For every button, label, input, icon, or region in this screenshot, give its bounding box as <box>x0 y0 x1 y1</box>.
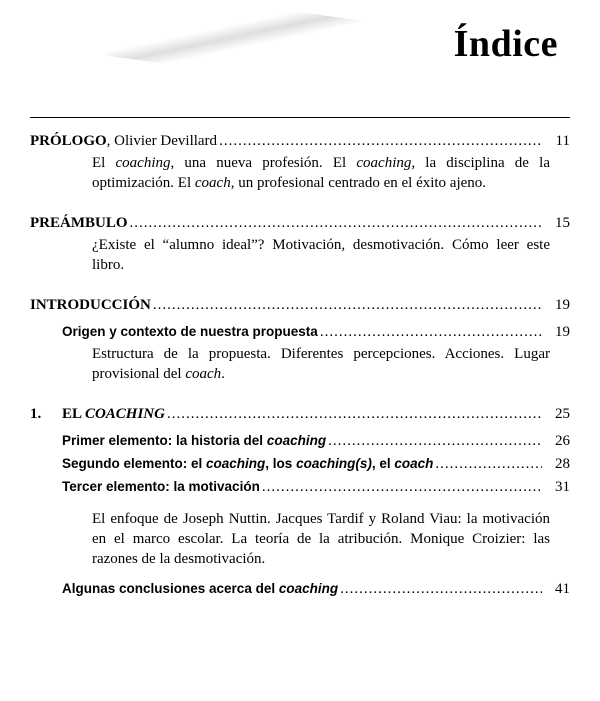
leader-dots <box>167 404 542 424</box>
leader-dots <box>320 322 542 342</box>
toc-description: El enfoque de Joseph Nuttin. Jacques Tardif y Roland Viau: la motivación en el marco escolar. La teoría de la atribución. Monique Croizier: las razones de la desmotivación. <box>92 511 550 567</box>
leader-dots <box>153 295 542 315</box>
page-number: 19 <box>555 297 570 313</box>
page-number: 31 <box>555 479 570 495</box>
leader-dots <box>435 454 542 474</box>
leader-dots <box>219 131 542 151</box>
toc-subentry-conclusiones[interactable] <box>30 579 570 599</box>
toc-description: ¿Existe el “alumno ideal”? Motivación, desmotivación. Cómo leer este libro. <box>92 237 550 273</box>
toc-subentry-primer-elemento[interactable] <box>30 431 570 451</box>
desc-segment: El <box>92 155 116 171</box>
toc-subentry-origen[interactable] <box>30 322 570 342</box>
toc-subentry-tercer-elemento[interactable] <box>30 477 570 497</box>
desc-segment: , una nueva profesión. El <box>170 155 357 171</box>
table-of-contents <box>30 131 570 599</box>
toc-label: PRÓLOGO, Olivier Devillard <box>30 133 218 149</box>
scan-artifact <box>106 0 373 92</box>
page-number: 41 <box>555 581 570 597</box>
leader-dots <box>328 431 542 451</box>
toc-label: INTRODUCCIÓN <box>30 297 151 313</box>
page-number: 28 <box>555 456 570 472</box>
desc-segment: coach <box>194 175 231 191</box>
toc-label: Segundo elemento: el coaching, los coaching(s), el coach <box>62 456 434 471</box>
toc-description <box>92 153 570 193</box>
toc-label: PREÁMBULO <box>30 215 128 231</box>
desc-segment: , un profesional centrado en el éxito ajeno. <box>230 175 487 191</box>
page-number: 26 <box>555 433 570 449</box>
toc-label: 1. EL COACHING <box>30 406 165 422</box>
desc-segment: , la disciplina de la optimización. El <box>92 155 550 191</box>
toc-description: Estructura de la propuesta. Diferentes percepciones. Acciones. Lugar provisional del coach. <box>92 346 550 382</box>
toc-label: Algunas conclusiones acerca del coaching <box>62 581 339 596</box>
desc-segment: coaching <box>115 155 171 171</box>
leader-dots <box>340 579 542 599</box>
page-title: Índice <box>453 23 558 65</box>
toc-entry-introduccion[interactable] <box>30 295 570 315</box>
leader-dots <box>130 213 543 233</box>
toc-entry-chapter-1[interactable] <box>30 404 570 424</box>
page-number: 11 <box>555 133 570 149</box>
page-number: 25 <box>555 406 570 422</box>
desc-segment: coaching <box>356 155 412 171</box>
toc-label: Primer elemento: la historia del coaching <box>62 433 327 448</box>
toc-label: Tercer elemento: la motivación <box>62 479 260 494</box>
toc-entry-prologo[interactable] <box>30 131 570 151</box>
toc-subentry-segundo-elemento[interactable] <box>30 454 570 474</box>
leader-dots <box>262 477 542 497</box>
toc-label: Origen y contexto de nuestra propuesta <box>62 324 318 339</box>
page-number: 15 <box>555 215 570 231</box>
title-rule <box>30 117 570 118</box>
page-number: 19 <box>555 324 570 340</box>
toc-entry-preambulo[interactable] <box>30 213 570 233</box>
